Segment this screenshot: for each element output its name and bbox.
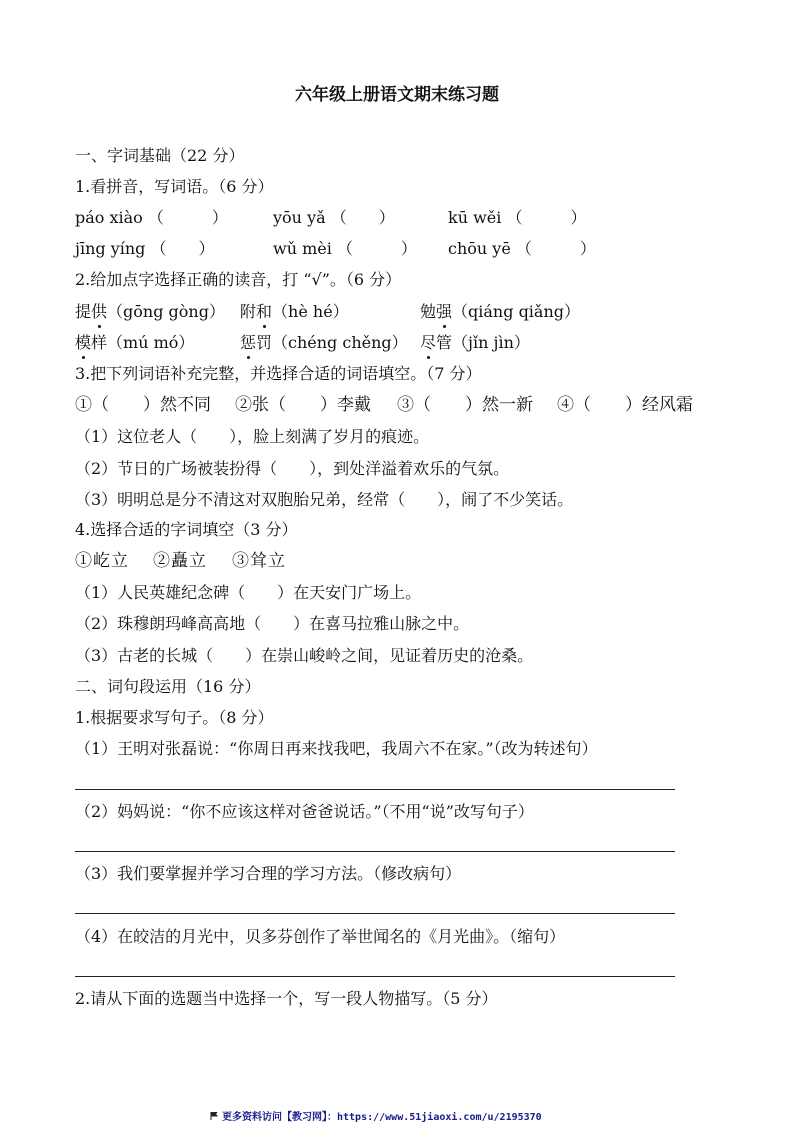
word-option: ②矗立 [153,551,207,571]
pinyin-item: chōu yē （ ） [448,239,596,258]
answer-line[interactable] [75,976,675,977]
s2-q1-item: （3）我们要掌握并学习合理的学习方法。（修改病句） [75,864,462,883]
reading-item: 勉强（qiáng qiǎng） [420,302,581,321]
q3-item: （2）节日的广场被装扮得（ ），到处洋溢着欢乐的气氛。 [75,459,510,478]
q4-label: 4.选择合适的字词填空（3 分） [75,520,298,539]
reading-item: 惩罚（chéng chěng） [240,333,408,352]
reading-item: 附和（hè hé） [240,302,349,321]
dotted-char: 强 [436,302,453,321]
section1-heading: 一、字词基础（22 分） [75,146,245,165]
idiom-option: ②张（ ）李戴 [235,395,371,415]
s2-q2-label: 2.请从下面的选题当中选择一个，写一段人物描写。（5 分） [75,989,498,1008]
pinyin-item: jīng yíng （ ） [75,239,215,258]
q4-item: （3）古老的长城（ ）在崇山峻岭之间，见证着历史的沧桑。 [75,646,534,665]
pinyin-item: kū wěi （ ） [448,208,587,227]
dotted-char: 供 [91,302,108,321]
page-title: 六年级上册语文期末练习题 [295,85,499,105]
reading-item: 提供（gōng gòng） [75,302,225,321]
q1-label: 1.看拼音，写词语。（6 分） [75,177,274,196]
word-option: ①屹立 [75,551,129,571]
footer-link[interactable] [210,1108,542,1123]
flag-icon [210,1112,218,1120]
pinyin-item: páo xiào （ ） [75,208,228,227]
pinyin-item: yōu yǎ （ ） [273,208,395,227]
q3-item: （1）这位老人（ ），脸上刻满了岁月的痕迹。 [75,427,430,446]
answer-line[interactable] [75,851,675,852]
idiom-option: ③（ ）然一新 [397,395,533,415]
section2-heading: 二、词句段运用（16 分） [75,677,261,696]
s2-q1-item: （2）妈妈说：“你不应该这样对爸爸说话。”（不用“说”改写句子） [75,802,534,821]
q4-item: （2）珠穆朗玛峰高高地（ ）在喜马拉雅山脉之中。 [75,614,470,633]
dotted-char: 惩 [240,333,257,352]
word-option: ③耸立 [232,551,286,571]
idiom-option: ①（ ）然不同 [75,395,211,415]
dotted-char: 和 [256,302,273,321]
answer-line[interactable] [75,913,675,914]
s2-q1-label: 1.根据要求写句子。（8 分） [75,708,274,727]
q4-item: （1）人民英雄纪念碑（ ）在天安门广场上。 [75,583,422,602]
q3-item: （3）明明总是分不清这对双胞胎兄弟，经常（ ），闹了不少笑话。 [75,490,574,509]
reading-item: 尽管（jǐn jìn） [420,333,530,352]
q2-label: 2.给加点字选择正确的读音，打 “√”。（6 分） [75,270,402,289]
idiom-option: ④（ ）经风霜 [557,395,693,415]
dotted-char: 模 [75,333,92,352]
s2-q1-item: （4）在皎洁的月光中，贝多芬创作了举世闻名的《月光曲》。（缩句） [75,927,566,946]
s2-q1-item: （1）王明对张磊说：“你周日再来找我吧，我周六不在家。”（改为转述句） [75,739,598,758]
footer-text: 更多资料访问【教习网】：https://www.51jiaoxi.com/u/2195370 [222,1112,542,1123]
reading-item: 模样（mú mó） [75,333,195,352]
q3-label: 3.把下列词语补充完整，并选择合适的词语填空。（7 分） [75,364,482,383]
dotted-char: 尽 [420,333,437,352]
pinyin-item: wǔ mèi （ ） [273,239,417,258]
answer-line[interactable] [75,789,675,790]
